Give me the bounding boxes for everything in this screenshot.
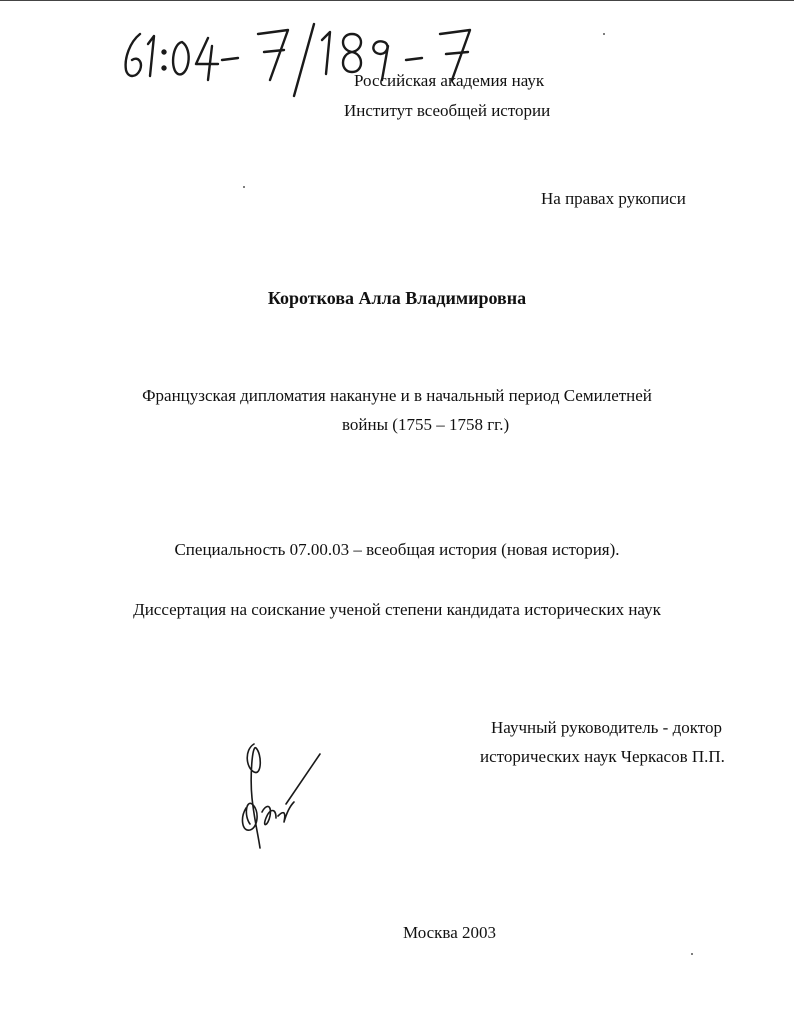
scan-speck (243, 186, 245, 188)
handwritten-colon (163, 51, 166, 54)
scan-speck (691, 953, 693, 955)
specialty-line: Специальность 07.00.03 – всеобщая история (новая история). (174, 540, 620, 559)
academy-name: Российская академия наук (354, 71, 545, 90)
institute-name: Институт всеобщей истории (344, 101, 551, 120)
handwritten-digit (196, 38, 218, 80)
top-border-line (0, 0, 794, 1)
handwritten-colon (163, 67, 166, 70)
handwritten-digit (343, 34, 361, 72)
rights-note: На правах рукописи (541, 189, 686, 208)
scan-speck (603, 33, 605, 35)
handwritten-dash (406, 58, 422, 60)
dissertation-title-line-1: Французская дипломатия накануне и в начальный период Семилетней (142, 386, 652, 405)
dissertation-title-line-2: войны (1755 – 1758 гг.) (342, 415, 510, 434)
supervisor-line-1: Научный руководитель - доктор (491, 718, 722, 737)
signature-stroke (286, 754, 320, 804)
signature-stroke (262, 806, 276, 824)
degree-line: Диссертация на соискание ученой степени кандидата исторических наук (133, 600, 661, 619)
author-name: Короткова Алла Владимировна (267, 288, 527, 308)
place-and-year: Москва 2003 (403, 923, 497, 942)
signature-stroke (278, 802, 294, 822)
handwritten-digit (446, 52, 468, 54)
handwritten-digit (126, 34, 141, 76)
signature-stroke (247, 744, 260, 848)
handwritten-digit (148, 36, 154, 76)
signature (232, 738, 332, 856)
supervisor-line-2: исторических наук Черкасов П.П. (480, 747, 725, 766)
handwritten-digit (173, 42, 189, 74)
handwritten-digit (322, 32, 330, 74)
handwritten-slash (294, 24, 314, 96)
handwritten-digit (258, 30, 288, 80)
handwritten-dash (222, 58, 238, 60)
